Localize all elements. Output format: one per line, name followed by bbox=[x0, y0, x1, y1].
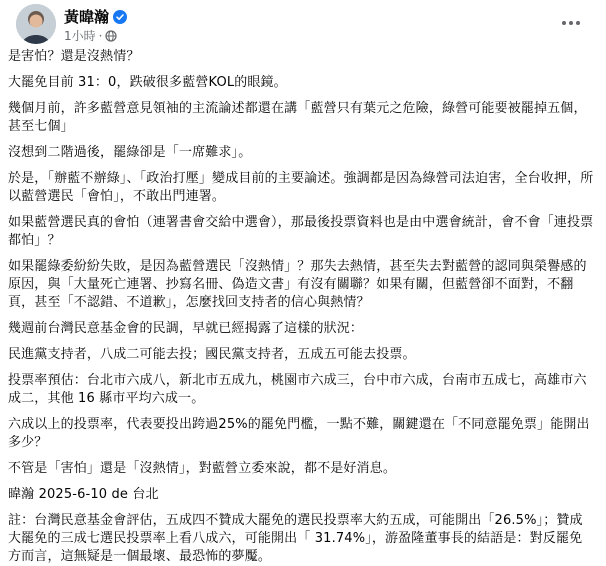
post-paragraph: 如果藍營選民真的會怕（連署書會交給中選會），那最後投票資料也是由中選會統計，會不會「連投票都怕」？ bbox=[8, 215, 594, 248]
post-signature: 暐瀚 2025-6-10 de 台北 bbox=[8, 487, 159, 502]
author-block bbox=[64, 6, 127, 27]
post-paragraph: 大罷免目前 31：0，跌破很多藍營KOL的眼鏡。 bbox=[8, 75, 287, 90]
post-timestamp[interactable]: 1小時 bbox=[64, 29, 96, 43]
post-paragraph: 不管是「害怕」還是「沒熱情」，對藍營立委來說，都不是好消息。 bbox=[8, 461, 397, 476]
more-options-icon bbox=[569, 21, 573, 25]
post-paragraph: 是害怕？還是沒熱情？ bbox=[8, 49, 140, 64]
post-body bbox=[8, 48, 598, 566]
post-footnote: 註：台灣民意基金會評估，五成四不贊成大罷免的選民投票率大約五成，可能開出「26.5%」；贊成大罷免的三成七選民投票率上看八成六，可能開出「 31.74%」，游盈隆董事長的結語是：對反罷免方而言，這無疑是一個最壞、最恐怖的夢魘。 bbox=[8, 513, 583, 564]
post-paragraph: 沒想到二階過後，罷綠卻是「一席難求」。 bbox=[8, 145, 252, 160]
verified-badge-icon bbox=[113, 10, 127, 24]
post-paragraph: 民進黨支持者，八成二可能去投；國民黨支持者，五成五可能去投票。 bbox=[8, 347, 416, 362]
post-paragraph: 六成以上的投票率，代表要投出跨過25%的罷免門檻，一點不難，關鍵還在「不同意罷免票」能開出多少？ bbox=[8, 417, 590, 450]
post-paragraph: 投票率預估：台北市六成八，新北市五成九，桃園市六成三，台中市六成，台南市五成七，高雄市六成二，其他 16 縣市平均六成一。 bbox=[8, 373, 587, 406]
avatar[interactable] bbox=[16, 4, 56, 44]
post-meta bbox=[64, 27, 117, 44]
avatar-image bbox=[16, 4, 56, 44]
post-paragraph: 幾週前台灣民意基金會的民調，早就已經揭露了這樣的狀況： bbox=[8, 321, 364, 336]
author-name[interactable]: 黃暐瀚 bbox=[64, 8, 110, 26]
post-header bbox=[8, 0, 598, 48]
more-options-button[interactable] bbox=[554, 6, 588, 40]
post-paragraph: 幾個月前，許多藍營意見領袖的主流論述都還在講「藍營只有葉元之危險，綠營可能要被罷掉五個，甚至七個」 bbox=[8, 101, 587, 134]
globe-icon bbox=[105, 30, 117, 42]
more-options-icon bbox=[562, 21, 566, 25]
post-paragraph: 於是，「辦藍不辦綠」、「政治打壓」變成目前的主要論述。強調都是因為綠營司法迫害，全台收押，所以藍營選民「會怕」，不敢出門連署。 bbox=[8, 171, 594, 204]
more-options-icon bbox=[576, 21, 580, 25]
meta-separator: · bbox=[98, 28, 103, 43]
post-paragraph: 如果罷綠委紛紛失敗，是因為藍營選民「沒熱情」？那失去熱情，甚至失去對藍營的認同與榮譽感的原因，與「大量死亡連署、抄寫名冊、偽造文書」有沒有關聯？如果有關，但藍營卻不面對，不翻頁，甚至「不認錯、不道歉」，怎麼找回支持者的信心與熱情？ bbox=[8, 259, 587, 310]
